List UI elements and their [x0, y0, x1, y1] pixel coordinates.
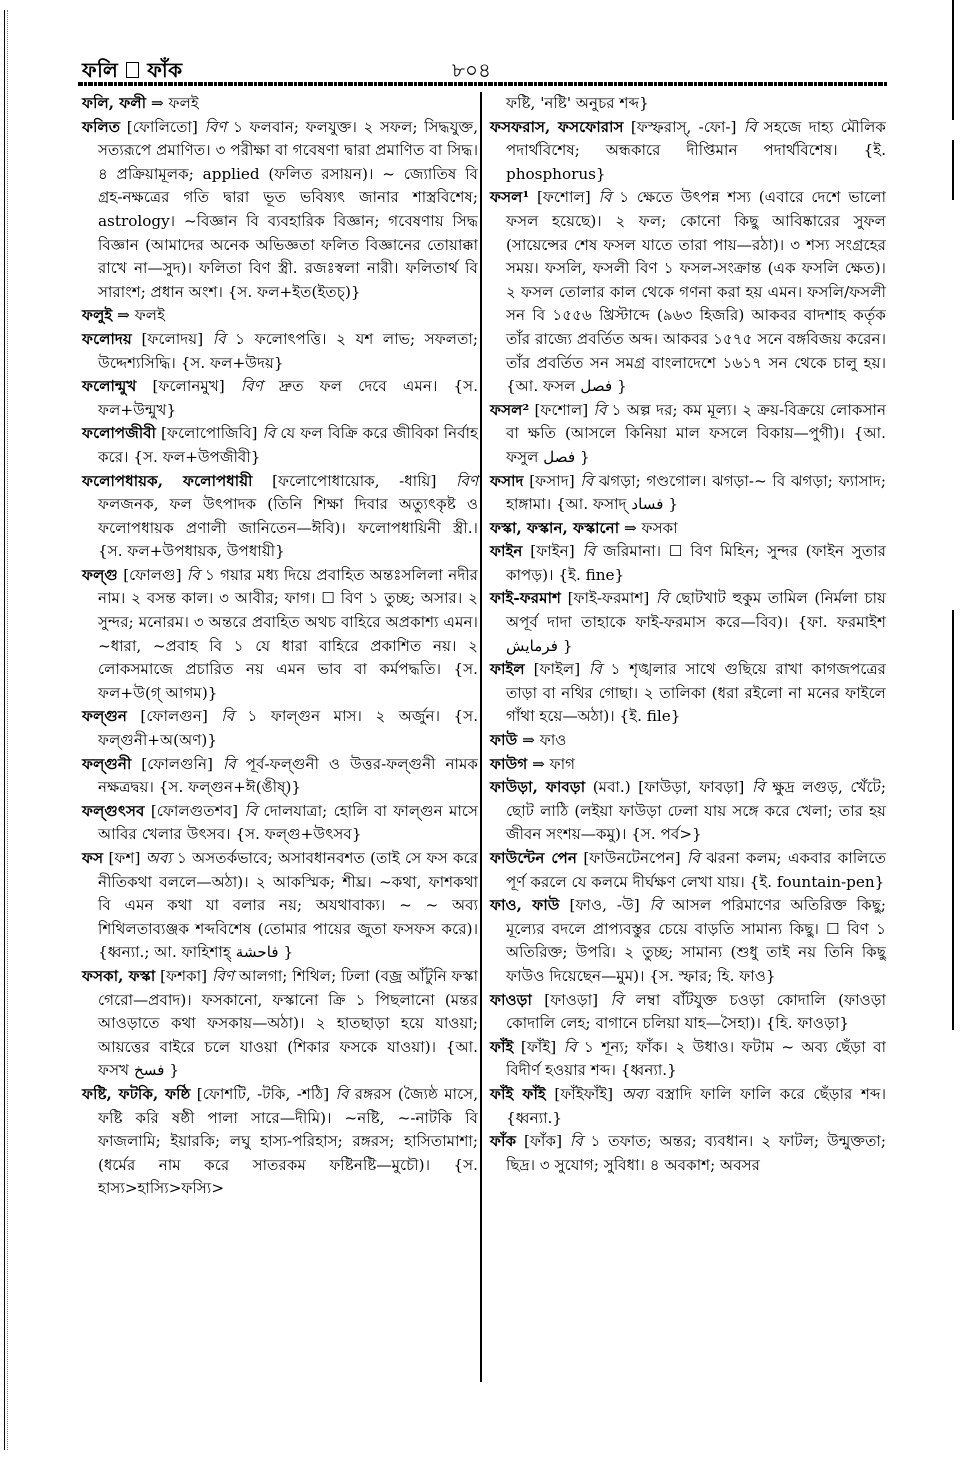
definition: রঙ্গরস (জ্যৈষ্ঠ মাসে, ফষ্টি করি ষষ্ঠী পালা সারে—দীমি)। ~নষ্টি, ~-নাটকি বি ফাজলামি; ইয়ারকি; লঘু হাস্য-পরিহাস; রঙ্গরস; হাসিতামাশা; (ধর্মের নাম করে সাতরকম ফষ্টিনষ্টি—মুচৌ)।	[98, 1084, 479, 1174]
headword: ফাও, ফাউ	[490, 896, 560, 915]
headword: ফসল²	[490, 400, 530, 419]
headword: ফাঁই	[490, 1037, 514, 1056]
etymology: {হি. ফাওড়া}	[765, 1014, 850, 1033]
etymology: {স. ফল+ইত(ইতচ্)}	[227, 282, 361, 301]
definition: ফলজনক, ফল উৎপাদক (তিনি শিক্ষা দিবার অত্যুৎকৃষ্ট ও ফলোপধায়ক প্রণালী জানিতেন—ঈবি)। ফলোপধায়িনী স্ত্রী.।	[98, 495, 478, 537]
dictionary-entry	[490, 540, 886, 587]
definition: ১ ক্ষেতে উৎপন্ন শস্য (এবারে দেশে ভালো ফসল হয়েছে)। ২ ফল; কোনো কিছু আবিষ্কারের সুফল (সায়েন্সের শেষ ফসল যাতে তারা পায়—রঠা)। ৩ শস্য সংগ্রহের সময়। ফসলি, ফসলী বিণ ১ ফসল-সংক্রান্ত (এক ফসলি ক্ষেত)। ২ ফসল তোলার কাল থেকে গণনা করা হয় এমন। ফসলি/ফসলী সন বি ১৫৫৬ খ্রিস্টাব্দে (৯৬৩ হিজরি) আকবর বাদশাহ কর্তৃক তাঁর রাজ্যে প্রবর্তিত অব্দ। আকবর ১৫৭৫ সনে বঙ্গবিজয় করেন। তাঁর প্রবর্তিত সন সমগ্র বাংলাদেশে ১৬১৭ সন থেকে চালু হয়।	[506, 188, 887, 372]
etymology: {ই. fountain-pen}	[749, 872, 885, 891]
dictionary-entry	[82, 375, 478, 422]
pronunciation: [ফলোদয়]	[141, 329, 204, 348]
headword: ফল্গুন	[82, 707, 127, 726]
part-of-speech: অব্য	[621, 1084, 648, 1103]
pronunciation: [ফাঁই]	[520, 1037, 557, 1056]
part-of-speech: বি	[598, 188, 612, 207]
dictionary-entry	[82, 92, 478, 116]
definition: আলগা; শিথিল; ঢিলা (বজ্র আঁটুনি ফস্কা গেরো—প্রবাদ)। ফসকানো, ফস্কানো ক্রি ১ পিছলানো (মন্তর আওড়াতে কথা ফসকায়—অঠা)। ২ হাতছাড়া হয়ে যাওয়া; আয়ত্তের বাইরে চলে যাওয়া (শিকার ফসকে যাওয়া)।	[98, 966, 478, 1056]
dictionary-entry	[82, 800, 478, 847]
etymology: {স. হাস্য>হাস্যি>ফস্যি>	[98, 1155, 478, 1198]
pronunciation: [ফোলগুতশব]	[150, 801, 238, 820]
dictionary-entry	[490, 116, 886, 187]
headword: ফাউন্টেন পেন	[490, 849, 577, 867]
definition: ⇒ ফাগ	[532, 754, 576, 773]
pronunciation: [ফাউনটেনপেন]	[583, 849, 681, 867]
part-of-speech: বি	[212, 329, 226, 348]
dictionary-entry	[490, 1036, 886, 1083]
header-rule	[78, 82, 888, 86]
dictionary-entry	[82, 116, 478, 305]
pronunciation: [ফশ]	[108, 849, 141, 867]
etymology: {স. ফল+উপধায়ক, উপধায়ী}	[98, 542, 285, 561]
part-of-speech: বি	[649, 896, 663, 915]
definition: ⇒ ফাও	[522, 731, 567, 750]
headword: ফলোপধায়ক, ফলোপধায়ী	[82, 471, 253, 490]
definition: ক্ষুদ্র লগুড়, খেঁটে; ছোট লাঠি (লইয়া ফাউড়া ঢেলা যায় সঙ্গে করে খেলা; তার হয় জীবন সংশয়—কমু)।	[506, 778, 887, 844]
definition: ১ অসতর্কভাবে; অসাবধানবশত (তাই সে ফস করে নীতিকথা বললে—অঠা)। ২ আকস্মিক; শীঘ্র। ~কথা, ফাশকথা বি এমন কথা যা বলার নয়; অযথাবাক্য। ~ ~ অব্য শিথিলতাব্যঞ্জক শব্দবিশেষ (তোমার পায়ের জুতা ফসফস করে)।	[98, 849, 479, 938]
scan-edge-right	[952, 0, 957, 120]
dictionary-entry	[490, 776, 886, 847]
etymology: {স. ফল+উন্মুখ}	[98, 377, 479, 419]
pronunciation: [ফাইল]	[533, 660, 581, 679]
dictionary-entry	[490, 847, 886, 894]
dictionary-entry	[82, 470, 478, 564]
left-column	[82, 92, 478, 1201]
part-of-speech: বি	[186, 565, 200, 584]
dictionary-entry	[490, 729, 886, 753]
pronunciation: [ফোলগুন]	[140, 707, 208, 726]
definition: ⇒ ফলই	[117, 306, 166, 325]
part-of-speech: বি	[221, 707, 235, 726]
headword: ফল্গু	[82, 565, 118, 584]
etymology: {স. স্ফার; হি. ফাও}	[649, 966, 776, 985]
part-of-speech: বি	[262, 424, 276, 443]
scan-edge-right	[952, 610, 957, 1030]
part-of-speech: বি	[335, 1084, 349, 1103]
definition: যে ফল বিক্রি করে জীবিকা নির্বাহ করে।	[98, 424, 478, 466]
pronunciation: [ফোলগুনি]	[141, 754, 213, 773]
part-of-speech: বি	[751, 778, 765, 797]
headword: ফাউ	[490, 731, 518, 750]
dictionary-entry	[490, 517, 886, 541]
definition: ১ ফলবান; ফলযুক্ত। ২ সফল; সিদ্ধযুক্ত, সত্যরূপে প্রমাণিত। ৩ পরীক্ষা বা গবেষণা দ্বারা প্রমাণিত বা সিদ্ধ। ৪ প্রক্রিয়ামূলক; applied (ফলিত রসায়ন)। ~ জ্যোতিষ বি গ্রহ-নক্ষত্রের গতি দ্বারা ভূত ভবিষ্যৎ জানার শাস্ত্রবিশেষ; astrology। ~বিজ্ঞান বি ব্যবহারিক বিজ্ঞান; গবেষণায় সিদ্ধ বিজ্ঞান (আমাদের অনেক অভিজ্ঞতা ফলিত বিজ্ঞানের তোয়াক্কা রাখে না—সুদ)। ফলিতা বিণ স্ত্রী. রজঃস্বলা নারী। ফলিতার্থ বি সারাংশ; প্রধান অংশ।	[98, 117, 479, 301]
definition: জরিমানা। ☐ বিণ মিহিন; সুন্দর (ফাইন সুতার কাপড়)।	[506, 542, 887, 584]
headword: ফলোন্মুখ	[82, 377, 137, 396]
definition: ১ গয়ার মধ্য দিয়ে প্রবাহিত অন্তঃসলিলা নদীর নাম। ২ বসন্ত কাল। ৩ আবীর; ফাগ। ☐ বিণ ১ তুচ্ছ; অসার। ২ সুন্দর; মনোরম। ৩ অন্তরে প্রবাহিত অথচ বাহিরে অপ্রকাশ্য এমন। ~ধারা, ~প্রবাহ বি ১ যে ধারা বাহিরে প্রকাশিত নয়। ২ লোকসমাজে প্রচারিত নয় এমন ভাব বা কর্মপদ্ধতি।	[98, 565, 478, 679]
definition: পূর্ব-ফল্গুনী ও উত্তর-ফল্গুনী নামক নক্ষত্রদ্বয়।	[98, 754, 478, 797]
etymology: {ই. phosphorus}	[506, 141, 887, 183]
definition: ১ অল্প দর; কম মূল্য। ২ ক্রয়-বিক্রয়ে লোকসান বা ক্ষতি (আসলে কিনিয়া মাল ফসলে বিকায়—পুগী)।	[506, 400, 887, 443]
column-divider	[480, 92, 482, 1382]
pronunciation: [ফলোপোজিবি]	[161, 424, 258, 443]
part-of-speech: বি	[244, 801, 258, 820]
headword: ফাঁই ফাঁই	[490, 1084, 546, 1103]
dictionary-entry	[82, 328, 478, 375]
pronunciation: [ফোশটি, -টকি, -শঠি]	[196, 1084, 330, 1103]
dictionary-entry	[490, 658, 886, 729]
headword: ফাউগ	[490, 754, 528, 773]
pronunciation: [ফোলগু]	[123, 565, 182, 584]
headword: ফল্গুনী	[82, 754, 132, 773]
box-separator-icon	[126, 62, 139, 78]
headword: ফল্গুৎসব	[82, 801, 145, 820]
headword: ফাইল	[490, 660, 525, 679]
dictionary-entry	[82, 422, 478, 469]
dictionary-entry	[490, 92, 886, 116]
dictionary-entry	[490, 1130, 886, 1177]
scan-edge-left	[4, 10, 8, 1450]
etymology: {স. পর্ব>}	[631, 825, 702, 844]
part-of-speech: বি	[588, 660, 602, 679]
etymology: {ই. file}	[619, 707, 681, 726]
dictionary-entry	[82, 705, 478, 752]
definition: ⇒ ফলই	[150, 94, 199, 112]
part-of-speech: বিণ	[240, 377, 263, 396]
pronunciation: [ফশোল]	[536, 188, 591, 207]
dictionary-entry	[490, 470, 886, 517]
headword: ফসল¹	[490, 188, 530, 207]
definition: ছোটখাট হুকুম তামিল (নির্মলা চায় অপূর্ব দাদা তাহাকে ফাই-ফরমাস করে—বিব)।	[506, 589, 886, 632]
pronunciation: [ফাই-ফরমাশ]	[567, 589, 650, 608]
etymology: {ধ্বন্যা.}	[620, 1061, 677, 1080]
headword: ফলি, ফলী	[82, 94, 147, 112]
dictionary-entry	[490, 399, 886, 470]
definition: ১ শূন্য; ফাঁক। ২ উধাও। ফটাম ~ অব্য ছেঁড়া বা বিদীর্ণ হওয়ার শব্দ।	[506, 1037, 887, 1080]
headword: ফলিত	[82, 117, 121, 136]
definition: সহজে দাহ্য মৌলিক পদার্থবিশেষ; অন্ধকারে দীপ্তিমান পদার্থবিশেষ।	[506, 117, 887, 160]
scan-edge-right	[952, 140, 957, 200]
dictionary-entry	[490, 894, 886, 988]
definition: আসল পরিমাণের অতিরিক্ত কিছু; মূল্যের বদলে প্রাপ্যবস্তুর চেয়ে বাড়তি সামান্য কিছু। ☐ বিণ ১ অতিরিক্ত; উপরি। ২ তুচ্ছ; সামান্য (শুধু তাই নয় তিনি কিছু ফাউও দিয়েছেন—মুম)।	[506, 896, 887, 985]
etymology: {ধ্বন্যা.}	[506, 1108, 563, 1127]
definition: ⇒ ফসকা	[623, 518, 678, 537]
dictionary-entry	[490, 1083, 886, 1130]
part-of-speech: বি	[580, 471, 594, 490]
page-number: ৮০৪	[452, 58, 491, 82]
pronunciation: [ফশকা]	[160, 966, 208, 985]
headword: ফাওড়া	[490, 990, 532, 1009]
dictionary-entry	[82, 753, 478, 800]
headword: ফলোদয়	[82, 329, 132, 348]
pronunciation: [ফশোল]	[534, 400, 589, 419]
definition: ঝরনা কলম; একবার কালিতে পূর্ণ করলে যে কলমে দীর্ঘক্ষণ লেখা যায়।	[506, 849, 886, 891]
part-of-speech: বিণ	[456, 471, 479, 490]
definition: বস্ত্রাদি ফালি ফালি করে ছেঁড়ার শব্দ।	[656, 1084, 887, 1103]
etymology: {স. ফল+উদয়}	[180, 353, 284, 372]
pronunciation: [ফলোনমুখ]	[152, 377, 225, 396]
headword: ফসকা, ফস্কা	[82, 966, 156, 985]
pronunciation: [ফোলিতো]	[126, 117, 198, 136]
pronunciation: [ফলোপোধায়োক, -ধায়ি]	[272, 471, 437, 490]
dictionary-entry	[490, 587, 886, 658]
part-of-speech: বিণ	[204, 117, 227, 136]
part-of-speech: বি	[743, 117, 757, 136]
part-of-speech: বি	[610, 990, 624, 1009]
etymology: {স. ফল্গুন+ঈ(ঙীষ্)}	[158, 778, 302, 797]
dictionary-entry	[82, 847, 478, 965]
etymology: {আ. ফসুল فصل }	[506, 424, 886, 466]
part-of-speech: বি	[582, 542, 596, 561]
pronunciation: [ফাঁইফাঁই]	[554, 1084, 614, 1103]
part-of-speech: বি	[563, 1037, 577, 1056]
dictionary-entry	[490, 989, 886, 1036]
dictionary-entry	[82, 1083, 478, 1201]
dictionary-entry	[82, 965, 478, 1083]
definition: ঝগড়া; গণ্ডগোল। ঝগড়া-~ বি ঝগড়া; ফ্যাসাদ; হাঙ্গামা।	[506, 471, 887, 514]
definition: ফষ্টি, 'নষ্টি' অনুচর শব্দ}	[506, 94, 649, 112]
etymology: {স. ফল্গুনী+অ(অণ)}	[98, 707, 479, 750]
headword: ফসাদ	[490, 471, 524, 490]
definition: ১ ফলোৎপত্তি। ২ যশ লাভ; সফলতা; উদ্দেশ্যসিদ্ধি।	[98, 329, 479, 372]
etymology: {ধ্বন্যা.; আ. ফাহিশাহ্ فاحشة }	[98, 943, 294, 962]
last-guide-word: ফাঁক	[147, 58, 183, 82]
pronunciation: [ফাঁক]	[524, 1132, 563, 1151]
dictionary-entry	[490, 186, 886, 398]
part-of-speech: বি	[686, 849, 700, 867]
etymology: {ফা. ফরমাইশ فرمایش }	[506, 613, 886, 655]
definition: ১ শৃঙ্খলার সাথে গুছিয়ে রাখা কাগজপত্রের তাড়া বা নথির গোছা। ২ তালিকা (ধরা রইলো না মনের ফাইলে গাঁথা হয়ে—অঠা)।	[506, 660, 887, 726]
headword: ফস	[82, 849, 104, 867]
pronunciation: [ফাও, -উ]	[569, 896, 640, 915]
part-of-speech: বি	[593, 400, 607, 419]
headword: ফস্কা, ফস্কান, ফস্কানো	[490, 518, 620, 537]
dictionary-entry	[82, 304, 478, 328]
etymology: {স. ফল+উপজীবী}	[133, 447, 261, 466]
etymology: {আ. ফসল فصل }	[506, 377, 627, 396]
headword: ফাঁক	[490, 1132, 517, 1151]
right-column	[490, 92, 886, 1177]
pronunciation: [ফসাদ]	[529, 471, 575, 490]
dictionary-entry	[82, 564, 478, 706]
part-of-speech: বি	[569, 1132, 583, 1151]
headword: ফষ্টি, ফটকি, ফষ্ঠি	[82, 1084, 191, 1103]
etymology: {ই. fine}	[558, 565, 625, 584]
etymology: {আ. ফসাদ্ فساد }	[555, 495, 679, 514]
definition: দোলযাত্রা; হোলি বা ফাল্গুন মাসে আবির খেলার উৎসব।	[98, 801, 479, 844]
definition: ১ তফাত; অন্তর; ব্যবধান। ২ ফাটল; উন্মুক্ততা; ছিদ্র। ৩ সুযোগ; সুবিধা। ৪ অবকাশ; অবসর	[506, 1132, 887, 1174]
headword: ফলুই	[82, 306, 113, 325]
pronunciation: [ফস্ফরাস্, -ফো-]	[630, 117, 737, 136]
pronunciation: [ফাইন]	[530, 542, 575, 561]
headword: ফাইন	[490, 542, 523, 561]
headword: ফসফরাস, ফসফোরাস	[490, 117, 624, 136]
pronunciation: (মবা.) [ফাউড়া, ফাবড়া]	[592, 778, 745, 797]
definition: দ্রুত ফল দেবে এমন।	[278, 377, 438, 396]
headword: ফলোপজীবী	[82, 424, 156, 443]
part-of-speech: বি	[655, 589, 669, 608]
definition: ১ ফাল্গুন মাস। ২ অর্জুন।	[247, 707, 441, 726]
first-guide-word: ফলি	[82, 58, 119, 82]
definition: লম্বা বাঁটযুক্ত চওড়া কোদালি (ফাওড়া কোদালি লেহ; বাগানে চলিয়া যাহ—সৈহা)।	[506, 990, 887, 1033]
dictionary-entry	[490, 753, 886, 777]
etymology: {স. ফল+উ(গ্ আগম)}	[98, 660, 478, 702]
pronunciation: [ফাওড়া]	[544, 990, 599, 1009]
part-of-speech: অব্য	[145, 849, 172, 867]
etymology: {আ. ফসখ فسخ }	[98, 1037, 479, 1080]
headword: ফাউড়া, ফাবড়া	[490, 778, 586, 797]
part-of-speech: বি	[222, 754, 236, 773]
part-of-speech: বিণ	[212, 966, 234, 985]
headword: ফাই-ফরমাশ	[490, 589, 561, 608]
etymology: {স. ফল্গু+উৎসব}	[235, 825, 362, 844]
